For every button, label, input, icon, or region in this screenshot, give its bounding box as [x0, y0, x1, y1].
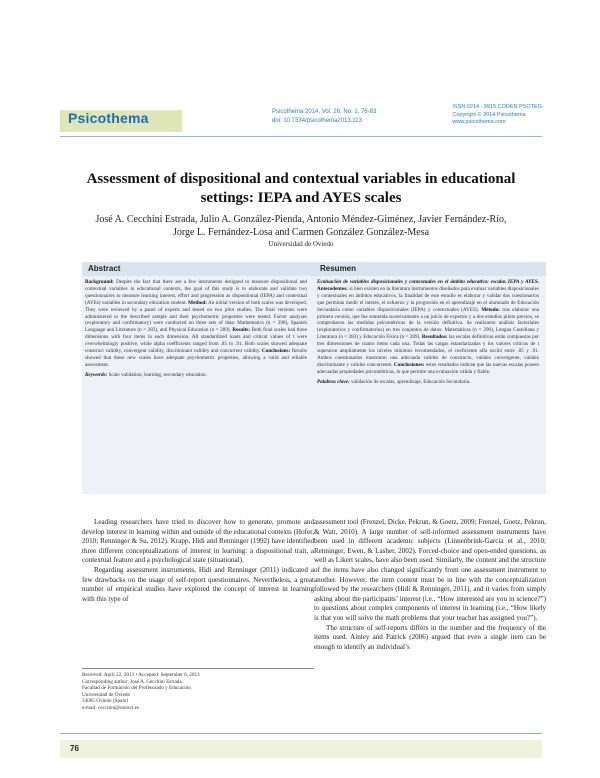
header-rule [60, 136, 542, 137]
abstract-heading: Abstract [82, 262, 314, 276]
body-paragraph: assessment tool (Frenzel, Dicke, Pekrun, & Goetz, 2009; Frenzel, Goetz, Pekrun, & Watt, 2010). A large number of self-informed assessment instruments have been used in different academic subjects (Linnenbrink-García et al., 2010; Renninger, Ewen, & Lasher, 2002). Forced-choice and open-ended questions, as well as Likert scales, have also been used. Similarly, the content and the structure of the items have also changed significantly from one assessment instrument to another. However, the item content must be in line with the conceptualization followed by the researchers (Hidi & Renninger, 2011), and it varies from simply asking about the participants’ interest (i.e., “How interested are you in science?”) to questions about complex components of interest in learning (i.e., “How likely is that you will solve the math problems that your teacher has assigned you?”). [314, 518, 546, 622]
journal-issn: ISSN 0214 - 9915 CODEN PSOTEG [452, 104, 542, 110]
abstract-background: Despite the fact that there are a few instruments designed to measure dispositional and contextual variables in educational contexts, the goal of this study is to elaborate and validate two questionnaires to measure learning interest, effort and progression as dispositional (IEPA) and contextual (AYEs) variables in secondary education student. [85, 279, 307, 306]
resumen-title: Evaluación de variables disposicionales y contextuales en el ámbito educativo: escalas IEPA y AYES. [317, 279, 539, 285]
abstract-method: An initial version of both scales was developed. They were reviewed by a panel of experts and tested on two pilot studies. The final versions were administered to the described sample and their psychometric properties were tested. Factor analyses (exploratory and confirmatory) were conducted on three sets of data: Mathematics (n = 290), Spanish Language and Literature (n = 283), and Physical Education (n = 289). [85, 299, 307, 334]
footer-rule [60, 733, 542, 734]
journal-logo: Psicothema [68, 110, 149, 126]
resumen-metodo-label: Método: [478, 306, 500, 313]
abstract-conclusions-label: Conclusions: [260, 348, 291, 355]
palabras-clave-label: Palabras clave: [317, 378, 350, 385]
footnote-author: Corresponding author: José A. Cecchini Estrada [82, 678, 182, 685]
page-number: 76 [70, 744, 79, 753]
resumen-box [314, 262, 546, 494]
resumen-antecedentes: si bien existen en la literatura instrumentos diseñados para evaluar variables disposicionales y contextuales en ámbitos educativos, la finalidad de este estudio es elaborar y validar dos cuestionarios que permitan medir el interés, el esfuerzo y la progresión en el aprendizaje en el alumnado de Educación Secundaria como variables disposicionales (IEPA) y contextuales (AYES). [317, 285, 539, 313]
journal-doi: doi: 10.7334/psicothema2013.113 [272, 117, 362, 124]
correspondence-footnote [82, 668, 314, 712]
body-column-left [82, 518, 314, 604]
body-paragraph: Regarding assessment instruments, Hidi and Renninger (2011) indicated a few drawbacks on the usage of self-report questionnaires. Nevertheless, a great number of empirical studies have explored the concept of interest in learning with this type of [82, 565, 314, 603]
body-paragraph: Leading researchers have tried to discover how to generate, promote and develop interest in learning within and outside of the educational contexts (Hofer, 2010; Renninger & Su, 2012). Krapp, Hidi and Renninger (1992) have identified three different conceptualizations of interest in learning: a dispositional trait, a contextual feature and a psychological state (situational). [82, 518, 314, 565]
journal-volume: Psicothema 2014, Vol. 26, No. 1, 76-83 [272, 109, 377, 115]
journal-rights [452, 104, 542, 127]
abstract-results: Both final scales had three dimensions with four items in each dimension. All standardized loads and critical values of t were overwhelmingly positive, while alpha coefficients ranged from .85 to .91. Both scales showed adequate construct validity, convergent validity, discriminant validity and concurrent validity. [85, 327, 307, 355]
authors-line-2: Jorge L. Fernández-Losa and Carmen González González-Mesa [172, 227, 430, 238]
resumen-antecedentes-label: Antecedentes: [317, 285, 348, 292]
resumen-heading: Resumen [314, 262, 546, 276]
resumen-resultados-label: Resultados: [420, 334, 448, 341]
resumen-text [317, 279, 539, 386]
abstract-method-label: Method: [186, 299, 207, 306]
palabras-clave-text: validación de escalas, aprendizaje, Educación Secundaria. [349, 378, 471, 385]
body-column-right [314, 518, 546, 652]
keywords-text: Scale validation, learning, secondary education. [107, 371, 207, 378]
paper-title: Assessment of dispositional and contextual variables in educational settings: IEPA and AYES scales [86, 171, 516, 206]
journal-citation [272, 108, 376, 125]
footnote-faculty: Facultad de Formación del Profesorado y Educación [82, 685, 191, 692]
footer-band [60, 740, 542, 758]
author-list [60, 213, 542, 239]
journal-website[interactable]: www.psicothema.com [452, 119, 506, 125]
abstract-conclusions: Results showed that these new scales have adequate psychometric properties, allowing a valid and reliable assessment. [85, 348, 307, 368]
keywords-label: Keywords: [85, 371, 108, 378]
resumen-conclusiones-label: Conclusiones: [392, 361, 425, 368]
abstract-background-label: Background: [85, 279, 114, 285]
resumen-conclusiones: estos resultados indican que las nuevas escalas poseen adecuadas propiedades psicométricas, lo que permite una evaluación válida y fiable. [317, 361, 539, 375]
resumen-resultados: las escalas definitivas están compuestas por tres dimensiones de cuatro ítems cada una. Todas las cargas estandarizadas y los valores críticos de t superaron ampliamente los niveles mínimos recomendados, el coeficiente alfa osciló entre .85 y .91. Ambos cuestionarios mostraron una adecuada validez de constructo, validez convergente, validez discriminante y validez concurrente. [317, 334, 539, 368]
footnote-university: Universidad de Oviedo [82, 691, 131, 698]
resumen-keywords [317, 379, 539, 386]
abstract-text [85, 279, 307, 379]
footnote-dates: Received: April 22, 2013 • Accepted: September 6, 2013 [82, 672, 200, 678]
journal-copyright: Copyright © 2014 Psicothema [452, 111, 526, 118]
footnote-email[interactable]: e-mail: cecchini@uniovi.es [82, 704, 139, 711]
resumen-metodo: tras elaborar una primera versión, que fue sometida sucesivamente a un juicio de expertos y a dos estudios piloto previos, se comprobaron las medidas psicométricas de la versión definitiva. Se realizaron análisis factoriales (exploratorios y confirmatorios) en tres conjuntos de datos: Matemáticas (n = 290), Lengua Castellana y Literatura (n = 283) y Educación Física (n = 289). [317, 306, 539, 341]
authors-line-1: José A. Cecchini Estrada, Julio A. González-Pienda, Antonio Méndez-Giménez, Javier Fernández-Río, [95, 214, 507, 225]
journal-header [60, 100, 542, 140]
abstract-results-label: Results: [230, 327, 251, 334]
abstract-box [82, 262, 314, 494]
abstract-keywords [85, 372, 307, 379]
affiliation: Universidad de Oviedo [268, 240, 334, 248]
footnote-address: 33005 Oviedo (Spain) [82, 698, 129, 705]
body-paragraph: The structure of self-reports differs in the number and the frequency of the items used. Ainley and Patrick (2006) argued that even a single item can be enough to identify an individual’s [314, 623, 546, 651]
